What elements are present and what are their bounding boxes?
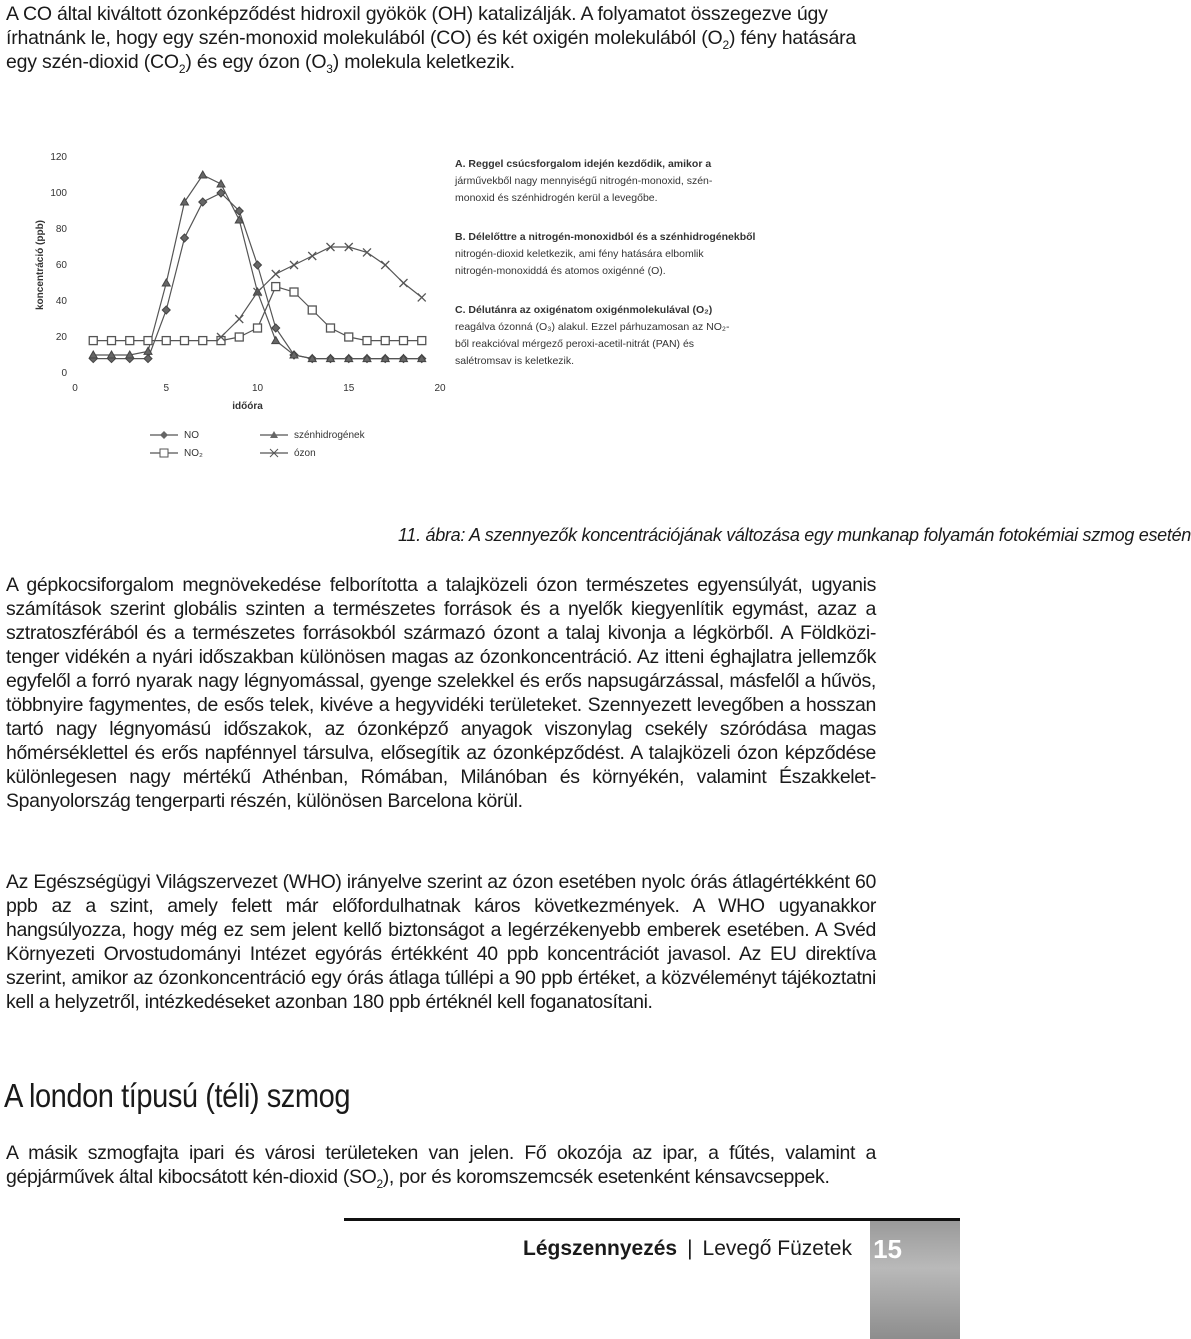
point-marker: [217, 180, 225, 187]
footer-rule: [344, 1218, 960, 1221]
footer-section: Légszennyezés: [523, 1237, 678, 1260]
point-marker: [144, 355, 152, 363]
point-marker: [381, 261, 389, 269]
body-paragraph-1: A gépkocsiforgalom megnövekedése felborította a talajközeli ózon természetes egyensúlyát, ugyanis számítások szerint globális szinten a természetes források és a nyelők kiegyenlítik egymást, azaz a sztratoszférából és a természetes forrásokból származó ózont a talaj kivonja a légkörből. A Földközi-tenger vidékén a nyári időszakban különösen magas az ózonkoncentráció. Az itteni éghajlatra jellemzők egyfelől a forró nyarak nagy légnyomással, gyenge szelekkel és erős napsugárzással, másfelől a hűvös, többnyire fagymentes, de esős telek, kivéve a hegyvidéki területeket. Szennyezett levegőben a hosszan tartó nagy légnyomású időszakok, az ózonképző anyagok viszonylag csekély szóródása magas hőmérséklettel és erős napfénnyel társulva, elősegítik az ózonképződést. A talajközeli ózon képződése különlegesen nagy mértékű Athénban, Rómában, Milánóban és környékén, valamint Északkelet-Spanyolország tengerparti részén, különösen Barcelona körül.: [6, 574, 876, 812]
point-marker: [308, 306, 316, 314]
point-marker: [272, 337, 280, 344]
page-number: 15: [873, 1234, 902, 1264]
y-axis-label: koncentráció (ppb): [35, 219, 46, 311]
intro-paragraph: A CO által kiváltott ózonképződést hidroxil gyökök (OH) katalizálják. A folyamatot összegezve úgy írhatnánk le, hogy egy szén-monoxid molekulából (CO) és két oxigén molekulából $(O_2)$ fény hatására egy szén-dioxid $(CO_2)$ és egy ózon $(O_3)$ molekula keletkezik.: [6, 3, 857, 76]
point-marker: [308, 252, 316, 260]
point-marker: [162, 279, 170, 286]
footer: [523, 1237, 852, 1261]
x-tick-label: 5: [163, 383, 170, 394]
point-marker: [400, 337, 408, 345]
series-line-3: [221, 247, 422, 337]
legend-label: ózon: [294, 448, 316, 459]
point-marker: [400, 279, 408, 287]
point-marker: [418, 337, 426, 345]
point-marker: [199, 337, 207, 345]
body-paragraph-3: A másik szmogfajta ipari és városi területeken van jelen. Fő okozója az ipar, a fűtés, valamint a gépjárművek által kibocsátott kén-dioxid $(SO_2)$, por és koromszemcsék esetenként kénsavcseppek.: [6, 1142, 876, 1191]
point-marker: [235, 315, 243, 323]
point-marker: [181, 337, 189, 345]
annotation-line: monoxid és szénhidrogén kerül a levegőbe.: [455, 192, 658, 204]
pollutant-concentration-chart: [30, 145, 840, 475]
x-axis-label: időóra: [232, 401, 263, 412]
point-marker: [418, 293, 426, 301]
y-tick-label: 60: [55, 260, 67, 271]
point-marker: [381, 337, 389, 345]
point-marker: [254, 261, 262, 269]
point-marker: [89, 337, 97, 345]
point-marker: [327, 324, 335, 332]
point-marker: [181, 234, 189, 242]
point-marker: [181, 198, 189, 205]
annotation-line: salétromsav is keletkezik.: [455, 355, 575, 367]
annotation-line: B. Délelőttre a nitrogén-monoxidból és a szénhidrogénekből: [455, 231, 756, 243]
legend-marker: [160, 449, 168, 457]
point-marker: [290, 261, 298, 269]
annotation-line: ből reakcióval mérgező peroxi-acetil-nitrát (PAN) és: [455, 338, 695, 350]
point-marker: [108, 337, 116, 345]
legend-label: szénhidrogének: [294, 430, 365, 441]
footer-separator: |: [687, 1237, 693, 1260]
series-line-0: [93, 193, 422, 359]
y-tick-label: 80: [55, 224, 67, 235]
point-marker: [272, 270, 280, 278]
annotation-line: A. Reggel csúcsforgalom idején kezdődik, amikor a: [455, 158, 712, 170]
figure-caption: 11. ábra: A szennyezők koncentrációjának változása egy munkanap folyamán fotokémiai szmog esetén: [398, 525, 1191, 545]
x-tick-label: 20: [434, 383, 446, 394]
y-tick-label: 0: [61, 368, 67, 379]
x-tick-label: 10: [251, 383, 264, 394]
point-marker: [272, 283, 280, 291]
legend-label: NO₂: [184, 448, 203, 459]
point-marker: [272, 324, 280, 332]
y-tick-label: 100: [50, 188, 67, 199]
point-marker: [199, 198, 207, 206]
annotation-line: reagálva ózonná (O₃) alakul. Ezzel párhuzamosan az NO₂-: [455, 321, 730, 333]
chart-plot-area: [35, 152, 446, 459]
point-marker: [363, 337, 371, 345]
point-marker: [345, 333, 353, 341]
legend-label: NO: [184, 430, 199, 441]
y-tick-label: 40: [55, 296, 67, 307]
section-heading: A london típusú (téli) szmog: [4, 1077, 351, 1114]
point-marker: [254, 324, 262, 332]
x-tick-label: 0: [72, 383, 78, 394]
point-marker: [144, 337, 152, 345]
y-tick-label: 120: [50, 152, 67, 163]
point-marker: [162, 306, 170, 314]
y-tick-label: 20: [55, 332, 67, 343]
footer-publication: Levegő Füzetek: [702, 1237, 852, 1260]
point-marker: [126, 337, 134, 345]
body-paragraph-2: Az Egészségügyi Világszervezet (WHO) irányelve szerint az ózon esetében nyolc órás átlagértékként 60 ppb az a szint, amely felett már előfordulhatnak káros következmények. A WHO ugyanakkor hangsúlyozza, hogy még ez sem jelent kellő biztonságot a legérzékenyebb emberek esetében. A Svéd Környezeti Orvostudományi Intézet egyórás értékként 40 ppb koncentrációt javasol. Az EU direktíva szerint, amikor az ózonkoncentráció egy órás átlaga túllépi a 90 ppb értéket, a közvéleményt tájékoztatni kell a helyzetről, intézkedéseket azonban 180 ppb értéknél kell foganatosítani.: [6, 871, 876, 1013]
annotation-line: járművekből nagy mennyiségű nitrogén-monoxid, szén-: [455, 175, 713, 187]
point-marker: [363, 248, 371, 256]
legend-marker: [160, 431, 168, 439]
point-marker: [162, 337, 170, 345]
point-marker: [290, 288, 298, 296]
chart-annotations: [454, 158, 756, 367]
x-tick-label: 15: [343, 383, 355, 394]
point-marker: [199, 171, 207, 178]
point-marker: [235, 333, 243, 341]
annotation-line: nitrogén-dioxid keletkezik, ami fény hatására elbomlik: [455, 248, 704, 260]
annotation-line: nitrogén-monoxiddá és atomos oxigénné (O).: [455, 265, 666, 277]
annotation-line: C. Délutánra az oxigénatom oxigénmolekulával (O₂): [455, 304, 713, 316]
